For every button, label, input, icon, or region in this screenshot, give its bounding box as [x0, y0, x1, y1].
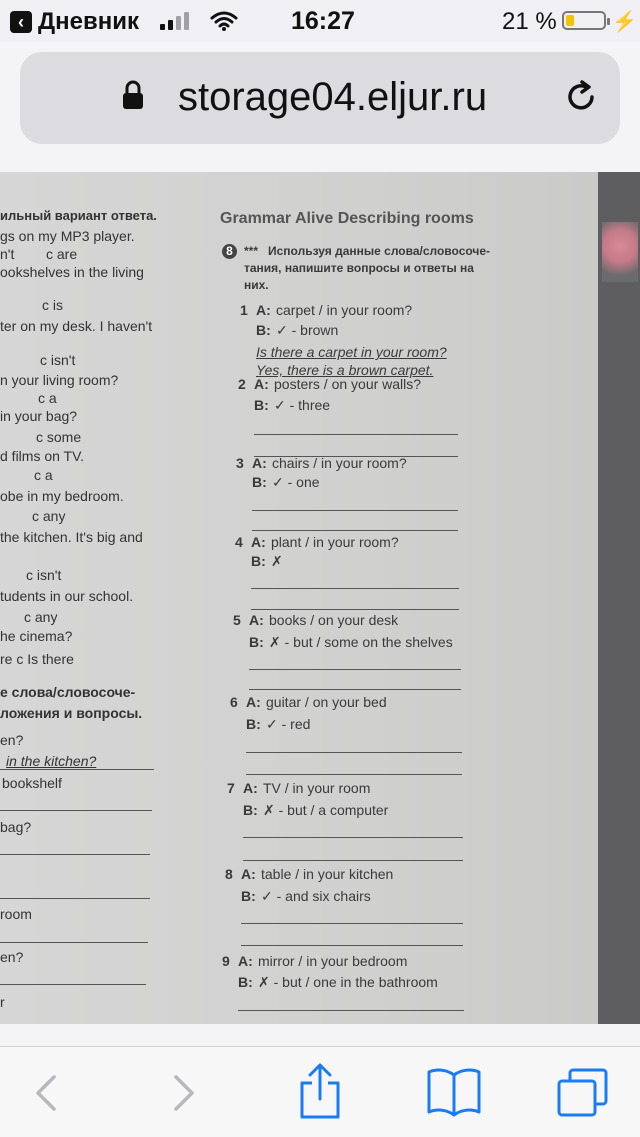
instruction-line: Используя данные слова/словосоче-	[268, 244, 491, 258]
left-text: en?	[0, 949, 24, 965]
item-question-prompt: guitar / on your bed	[266, 694, 387, 710]
item-number: 6	[230, 694, 238, 710]
item-number: 3	[236, 455, 244, 471]
left-text: en?	[0, 732, 24, 748]
status-bar	[0, 0, 640, 42]
answer-line	[238, 1010, 464, 1011]
bookmarks-icon[interactable]	[426, 1067, 482, 1117]
answer-line	[251, 609, 459, 610]
answer-line	[241, 945, 463, 946]
answer-line	[0, 810, 152, 811]
chevron-left-icon: ‹	[10, 11, 32, 33]
b-prefix: B:	[252, 474, 267, 490]
lock-icon	[122, 80, 144, 110]
item-answer-prompt: ✓ - brown	[276, 322, 339, 338]
answer-line	[246, 752, 462, 753]
left-text: room	[0, 906, 32, 922]
b-prefix: B:	[251, 553, 266, 569]
left-text: c is	[42, 297, 63, 313]
item-answer-prompt: ✗ - but / one in the bathroom	[258, 974, 438, 990]
item-question-prompt: plant / in your room?	[271, 534, 399, 550]
b-prefix: B:	[243, 802, 258, 818]
wifi-icon	[210, 10, 238, 32]
back-icon[interactable]	[30, 1069, 60, 1117]
item-number: 4	[235, 534, 243, 550]
item-number: 1	[240, 302, 248, 318]
left-handwritten-answer: in the kitchen?	[6, 753, 97, 769]
page-photo	[0, 172, 640, 1024]
left-text: c isn't	[40, 352, 76, 368]
left-text: ложения и вопросы.	[0, 705, 143, 721]
left-text: ter on my desk. I haven't	[0, 318, 153, 334]
item-answer-prompt: ✗ - but / some on the shelves	[269, 634, 453, 650]
exercise-number: 8	[222, 244, 237, 259]
left-text: c isn't	[26, 567, 62, 583]
charging-icon: ⚡	[612, 11, 637, 33]
a-prefix: A:	[256, 302, 271, 318]
left-text: tudents in our school.	[0, 588, 134, 604]
left-text: d films on TV.	[0, 448, 85, 464]
left-text: n't	[0, 246, 15, 262]
forward-icon[interactable]	[170, 1069, 200, 1117]
answer-line	[243, 837, 463, 838]
browser-toolbar	[0, 1046, 640, 1137]
answer-line	[252, 530, 458, 531]
handwritten-answer: Yes, there is a brown carpet.	[256, 362, 434, 378]
share-icon[interactable]	[298, 1063, 342, 1121]
answer-line	[241, 923, 463, 924]
left-text: re c Is there	[0, 651, 74, 667]
section-heading: Grammar Alive Describing rooms	[220, 210, 474, 227]
item-question-prompt: mirror / in your bedroom	[258, 953, 408, 969]
b-prefix: B:	[256, 322, 271, 338]
answer-line	[0, 984, 146, 985]
handwritten-question: Is there a carpet in your room?	[256, 344, 447, 360]
item-number: 9	[222, 953, 230, 969]
left-text: bag?	[0, 819, 32, 835]
item-question-prompt: chairs / in your room?	[272, 455, 407, 471]
address-bar[interactable]	[20, 52, 620, 144]
item-answer-prompt: ✗ - but / a computer	[263, 802, 389, 818]
item-question-prompt: carpet / in your room?	[276, 302, 413, 318]
url-text: storage04.eljur.ru	[178, 75, 488, 119]
left-text: c a	[38, 390, 57, 406]
left-text: obe in my bedroom.	[0, 488, 124, 504]
left-text: he cinema?	[0, 628, 73, 644]
item-answer-prompt: ✗	[271, 553, 283, 569]
answer-line	[252, 510, 458, 511]
answer-line	[246, 774, 462, 775]
item-number: 2	[238, 376, 246, 392]
item-number: 7	[227, 780, 235, 796]
left-text: n your living room?	[0, 372, 119, 388]
item-answer-prompt: ✓ - and six chairs	[261, 888, 371, 904]
a-prefix: A:	[246, 694, 261, 710]
b-prefix: B:	[238, 974, 253, 990]
left-text: gs on my MP3 player.	[0, 228, 135, 244]
signal-icon	[160, 12, 189, 30]
left-text: bookshelf	[2, 775, 62, 791]
answer-line	[243, 860, 463, 861]
item-question-prompt: books / on your desk	[269, 612, 399, 628]
item-answer-prompt: ✓ - three	[274, 397, 331, 413]
item-answer-prompt: ✓ - one	[272, 474, 320, 490]
item-number: 5	[233, 612, 241, 628]
b-prefix: B:	[249, 634, 264, 650]
a-prefix: A:	[241, 866, 256, 882]
item-answer-prompt: ✓ - red	[266, 716, 311, 732]
tabs-icon[interactable]	[556, 1067, 610, 1119]
left-text: c any	[24, 609, 58, 625]
instruction-line: них.	[244, 278, 269, 292]
battery-icon	[562, 11, 606, 30]
left-text: the kitchen. It's big and	[0, 529, 143, 545]
left-text: r	[0, 994, 5, 1010]
left-text: c are	[46, 246, 78, 262]
page-edge-shadow	[598, 172, 640, 1024]
instruction-line: тания, напишите вопросы и ответы на	[244, 261, 474, 275]
left-text: in your bag?	[0, 408, 78, 424]
answer-line	[0, 854, 150, 855]
a-prefix: A:	[249, 612, 264, 628]
left-text: ильный вариант ответа.	[0, 208, 157, 223]
difficulty-marker: ***	[244, 244, 259, 258]
clock: 16:27	[291, 7, 355, 35]
a-prefix: A:	[252, 455, 267, 471]
answer-line	[0, 898, 150, 899]
answer-line	[0, 769, 154, 770]
background-decoration	[602, 222, 638, 282]
answer-line	[251, 588, 459, 589]
item-question-prompt: table / in your kitchen	[261, 866, 394, 882]
back-to-app-button[interactable]	[10, 8, 139, 36]
left-text: c some	[36, 429, 82, 445]
b-prefix: B:	[246, 716, 261, 732]
a-prefix: A:	[238, 953, 253, 969]
battery-percent: 21 %	[502, 8, 557, 35]
left-text: c a	[34, 467, 53, 483]
item-question-prompt: posters / on your walls?	[274, 376, 422, 392]
b-prefix: B:	[254, 397, 269, 413]
a-prefix: A:	[243, 780, 258, 796]
answer-line	[254, 434, 458, 435]
a-prefix: A:	[254, 376, 269, 392]
reload-icon[interactable]	[564, 80, 598, 114]
item-number: 8	[225, 866, 233, 882]
left-text: c any	[32, 508, 66, 524]
a-prefix: A:	[251, 534, 266, 550]
item-question-prompt: TV / in your room	[263, 780, 371, 796]
left-text: ookshelves in the living	[0, 264, 144, 280]
left-text: е слова/словосоче-	[0, 684, 136, 700]
answer-line	[249, 669, 461, 670]
b-prefix: B:	[241, 888, 256, 904]
back-app-label: Дневник	[38, 8, 139, 35]
answer-line	[0, 942, 148, 943]
answer-line	[249, 689, 461, 690]
